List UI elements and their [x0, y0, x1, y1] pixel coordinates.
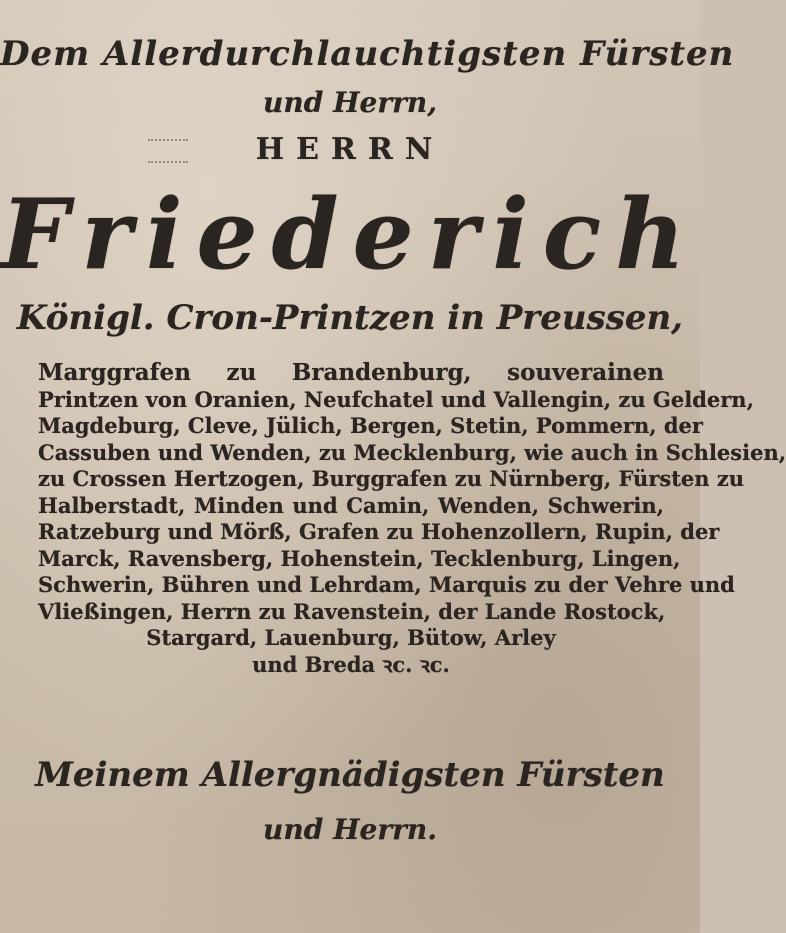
titles-line: Vließingen, Herrn zu Ravenstein, der Lande Rostock, — [38, 598, 666, 624]
titles-line: und Breda ꝛc. ꝛc. — [252, 651, 450, 677]
dedication-herrn: HERRN — [255, 132, 445, 167]
titles-line: Marggrafen zu Brandenburg, souverainen — [38, 359, 664, 386]
titles-line: Stargard, Lauenburg, Bütow, Arley — [146, 625, 556, 650]
titles-block — [38, 359, 786, 678]
dedication-name: Friederich — [0, 178, 700, 291]
titles-line: Magdeburg, Cleve, Jülich, Bergen, Stetin, Pommern, der — [38, 413, 703, 438]
titles-line: Printzen von Oranien, Neufchatel und Vallengin, zu Geldern, — [38, 386, 754, 412]
dedication-line-2: und Herrn, — [263, 86, 437, 119]
titles-line: zu Crossen Hertzogen, Burggrafen zu Nürnberg, Fürsten zu — [38, 466, 745, 491]
titles-line: Cassuben und Wenden, zu Mecklenburg, wie auch in Schlesien, — [38, 439, 786, 465]
closing-line-1: Meinem Allergnädigsten Fürsten — [35, 755, 665, 795]
closing-line-2: und Herrn. — [263, 813, 437, 846]
dedication-title: Königl. Cron-Printzen in Preussen, — [16, 298, 684, 338]
dedication-line-1: Dem Allerdurchlauchtigsten Fürsten — [0, 34, 735, 74]
titles-line: Marck, Ravensberg, Hohenstein, Tecklenburg, Lingen, — [38, 545, 681, 571]
titles-line: Schwerin, Bühren und Lehrdam, Marquis zu der Vehre und — [38, 572, 735, 597]
titles-line: Ratzeburg und Mörß, Grafen zu Hohenzollern, Rupin, der — [38, 519, 720, 544]
titles-line: Halberstadt, Minden und Camin, Wenden, Schwerin, — [38, 492, 664, 518]
